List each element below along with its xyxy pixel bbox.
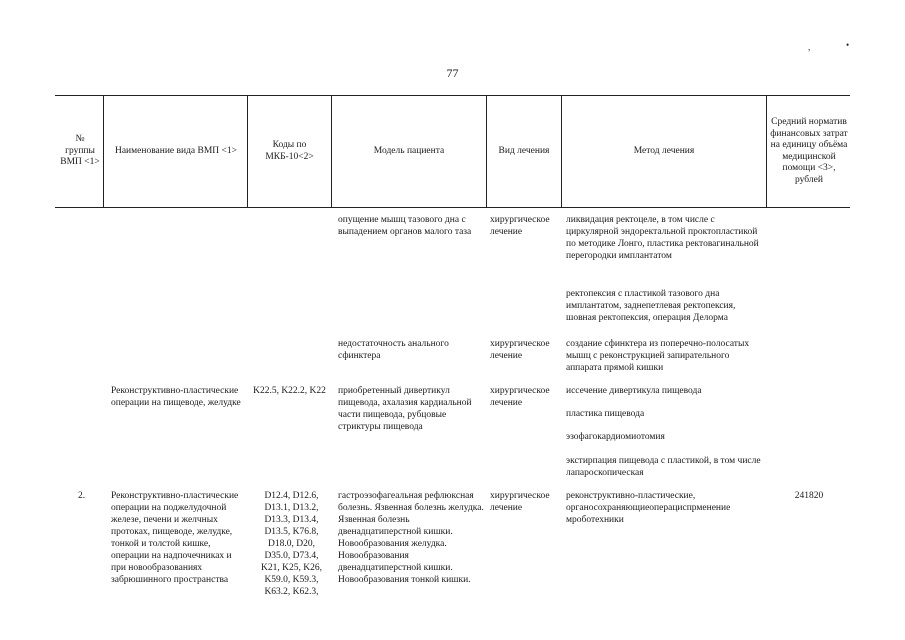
treatment-type-cell: хирургическое лечение (490, 339, 550, 361)
treatment-method-cell: эзофагокардиомиотомия (566, 432, 665, 442)
scan-mark: , (808, 42, 811, 52)
icd-codes-cell: K22.5, K22.2, K22 (253, 386, 326, 396)
treatment-method-cell: экстирпация пищевода с пластикой, в том числе лапароскопическая (566, 456, 761, 478)
treatment-type-cell: хирургическое лечение (490, 386, 550, 408)
treatment-method-cell: создание сфинктера из поперечно-полосатых мышц с реконструкцией запирательного аппарата прямой кишки (566, 339, 750, 373)
header-bottom-border (55, 207, 850, 208)
header-vmp-name: Наименование вида ВМП <1> (114, 145, 238, 156)
header-treatment-method: Метод лечения (633, 145, 695, 156)
patient-model-cell: опущение мышц тазового дна с выпадением органов малого таза (338, 215, 472, 237)
vmp-name-cell: Реконструктивно-пластические операции на поджелудочной железе, печени и желчных протоках, пищеводе, желудке, тонкой и толстой кишке, операции на надпочечниках и при новообразованиях забрюшинного пространства (111, 491, 239, 585)
header-cost-norm: Средний норматив финансовых затрат на единицу объёма медицинской помощи <3>, рублей (770, 117, 848, 185)
header-treatment-type: Вид лечения (498, 145, 550, 156)
column-divider (331, 95, 332, 208)
header-patient-model: Модель пациента (373, 145, 445, 156)
treatment-type-cell: хирургическое лечение (490, 491, 550, 513)
column-divider (486, 95, 487, 208)
patient-model-cell: приобретенный дивертикул пищевода, ахалазия кардиальной части пищевода, рубцовые стриктуры пищевода (338, 386, 472, 432)
cost-cell: 241820 (794, 491, 824, 501)
scan-mark: • (846, 40, 850, 50)
icd-codes-cell: D12.4, D12.6, D13.1, D13.2, D13.3, D13.4, D13.5, K76.8, D18.0, D20, D35.0, D73.4, K21, K25, K26, K59.0, K59.3, K63.2, K62.3, (261, 491, 322, 597)
header-icd-codes: Коды по МКБ-10<2> (265, 140, 314, 162)
header-group-number: № группы ВМП <1> (60, 134, 100, 168)
vmp-name-cell: Реконструктивно-пластические операции на пищеводе, желудке (111, 386, 241, 408)
column-divider (561, 95, 562, 208)
column-divider (766, 95, 767, 208)
column-divider (103, 95, 104, 208)
treatment-method-cell: ликвидация ректоцеле, в том числе с циркулярной эндоректальной проктопластикой по методике Лонго, пластика ректовагинальной перегородки имплантатом (566, 215, 759, 261)
page-number: 77 (446, 66, 459, 80)
treatment-method-cell: иссечение дивертикула пищевода (566, 386, 702, 396)
treatment-method-cell: реконструктивно-пластические, органосохраняющиеоперациспрменение мроботехники (566, 491, 731, 525)
treatment-method-cell: ректопексия с пластикой тазового дна имплантатом, заднепетлевая ректопексия, шовная ректопексия, операция Делорма (566, 289, 736, 323)
patient-model-cell: недостаточность анального сфинктера (338, 339, 449, 361)
treatment-type-cell: хирургическое лечение (490, 215, 550, 237)
column-divider (247, 95, 248, 208)
treatment-method-cell: пластика пищевода (566, 409, 645, 419)
group-number-cell: 2. (78, 491, 86, 501)
patient-model-cell: гастроэзофагеальная рефлюксная болезнь. Язвенная болезнь желудка. Язвенная болезнь двенадцатиперстной кишки. Новообразования желудка. Новообразования двенадцатиперстной кишки. Новообразования тонкой кишки. (338, 491, 484, 585)
